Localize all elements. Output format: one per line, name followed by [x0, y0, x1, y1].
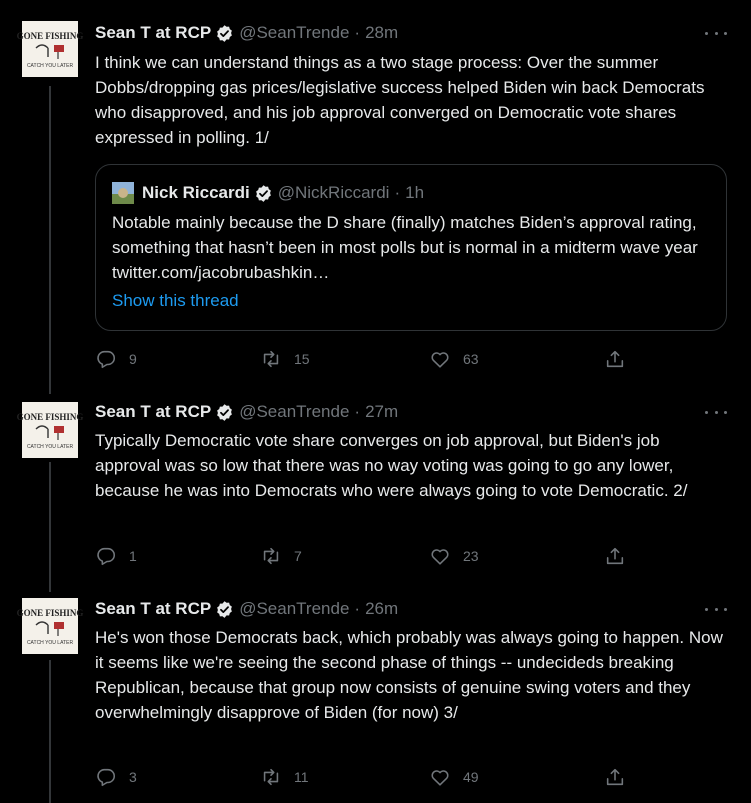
reply-button[interactable] — [95, 347, 137, 371]
reply-icon — [95, 766, 117, 788]
retweet-icon — [260, 766, 282, 788]
share-button[interactable] — [604, 347, 626, 371]
reply-count: 3 — [129, 769, 137, 785]
tweet-2[interactable] — [0, 394, 751, 592]
avatar-text-top: GONE FISHING — [16, 608, 84, 618]
like-icon — [429, 348, 451, 370]
share-icon — [604, 766, 626, 788]
like-button[interactable] — [429, 765, 479, 789]
like-count: 63 — [463, 351, 479, 367]
tweet-text: He's won those Democrats back, which probably was always going to happen. Now it seems like we're seeing the second phase of things -- undecideds breaking Republican, because that group now consists of genuine swing voters and they overwhelmingly disapprove of Biden (for now) 3/ — [95, 628, 723, 722]
tweet-actions — [95, 544, 635, 568]
share-button[interactable] — [604, 765, 626, 789]
avatar-text-top: GONE FISHING — [16, 31, 84, 41]
avatar-text-bottom: CATCH YOU LATER — [26, 63, 74, 69]
verified-badge-icon — [215, 600, 234, 619]
tweet-header — [95, 400, 398, 424]
separator-dot: · — [354, 599, 361, 618]
quote-text: Notable mainly because the D share (finally) matches Biden’s approval rating, something that hasn’t been in most polls but is normal in a midterm wave year twitter.com/jacobrubashkin… — [112, 213, 698, 282]
avatar-text-top: GONE FISHING — [16, 412, 84, 422]
quote-time: 1h — [405, 183, 425, 202]
avatar-text-bottom: CATCH YOU LATER — [26, 640, 74, 646]
more-icon[interactable] — [705, 403, 727, 421]
tweet-actions — [95, 347, 635, 371]
reply-count: 1 — [129, 548, 137, 564]
share-button[interactable] — [604, 544, 626, 568]
quote-author-handle: @NickRiccardi — [277, 183, 390, 202]
reply-button[interactable] — [95, 765, 137, 789]
reply-icon — [95, 545, 117, 567]
tweet-header — [95, 21, 398, 45]
separator-dot: · — [354, 402, 361, 421]
author-name[interactable]: Sean T at RCP — [95, 23, 212, 42]
retweet-count: 15 — [294, 351, 310, 367]
more-icon[interactable] — [705, 24, 727, 42]
tweet-3[interactable] — [0, 592, 751, 803]
share-icon — [604, 545, 626, 567]
share-icon — [604, 348, 626, 370]
tweet-header — [95, 597, 398, 621]
like-button[interactable] — [429, 544, 479, 568]
like-icon — [429, 766, 451, 788]
retweet-count: 7 — [294, 548, 302, 564]
quote-author-name: Nick Riccardi — [142, 183, 250, 202]
tweet-text: I think we can understand things as a two stage process: Over the summer Dobbs/dropping gas prices/legislative success helped Biden win back Democrats who disapproved, and his job approval converged on Democratic vote shares expressed in polling. 1/ — [95, 53, 705, 147]
like-button[interactable] — [429, 347, 479, 371]
tweet-text: Typically Democratic vote share converges on job approval, but Biden's job approval was so low that there was no way voting was going to go any lower, because he was into Democrats who were always going to vote Democratic. 2/ — [95, 431, 688, 500]
author-handle[interactable]: @SeanTrende — [239, 599, 350, 618]
quote-avatar — [112, 182, 134, 204]
separator-dot: · — [354, 23, 361, 42]
retweet-icon — [260, 348, 282, 370]
retweet-button[interactable] — [260, 347, 310, 371]
author-name[interactable]: Sean T at RCP — [95, 599, 212, 618]
verified-badge-icon — [215, 24, 234, 43]
tweet-time[interactable]: 27m — [365, 402, 399, 421]
separator-dot: · — [394, 183, 401, 202]
quote-header — [112, 181, 424, 205]
verified-badge-icon — [215, 403, 234, 422]
retweet-button[interactable] — [260, 765, 309, 789]
avatar[interactable] — [16, 402, 84, 458]
retweet-count: 11 — [294, 769, 309, 785]
avatar[interactable] — [16, 598, 84, 654]
author-name[interactable]: Sean T at RCP — [95, 402, 212, 421]
tweet-actions — [95, 765, 635, 789]
retweet-button[interactable] — [260, 544, 302, 568]
reply-icon — [95, 348, 117, 370]
like-icon — [429, 545, 451, 567]
like-count: 49 — [463, 769, 479, 785]
show-thread-link[interactable]: Show this thread — [112, 291, 239, 310]
verified-badge-icon — [254, 184, 273, 203]
tweet-time[interactable]: 28m — [365, 23, 399, 42]
more-icon[interactable] — [705, 600, 727, 618]
retweet-icon — [260, 545, 282, 567]
tweet-1[interactable] — [0, 0, 751, 394]
tweet-time[interactable]: 26m — [365, 599, 399, 618]
reply-button[interactable] — [95, 544, 137, 568]
quoted-tweet[interactable] — [95, 164, 727, 331]
author-handle[interactable]: @SeanTrende — [239, 23, 350, 42]
reply-count: 9 — [129, 351, 137, 367]
like-count: 23 — [463, 548, 479, 564]
author-handle[interactable]: @SeanTrende — [239, 402, 350, 421]
avatar-text-bottom: CATCH YOU LATER — [26, 444, 74, 450]
avatar[interactable] — [16, 21, 84, 77]
